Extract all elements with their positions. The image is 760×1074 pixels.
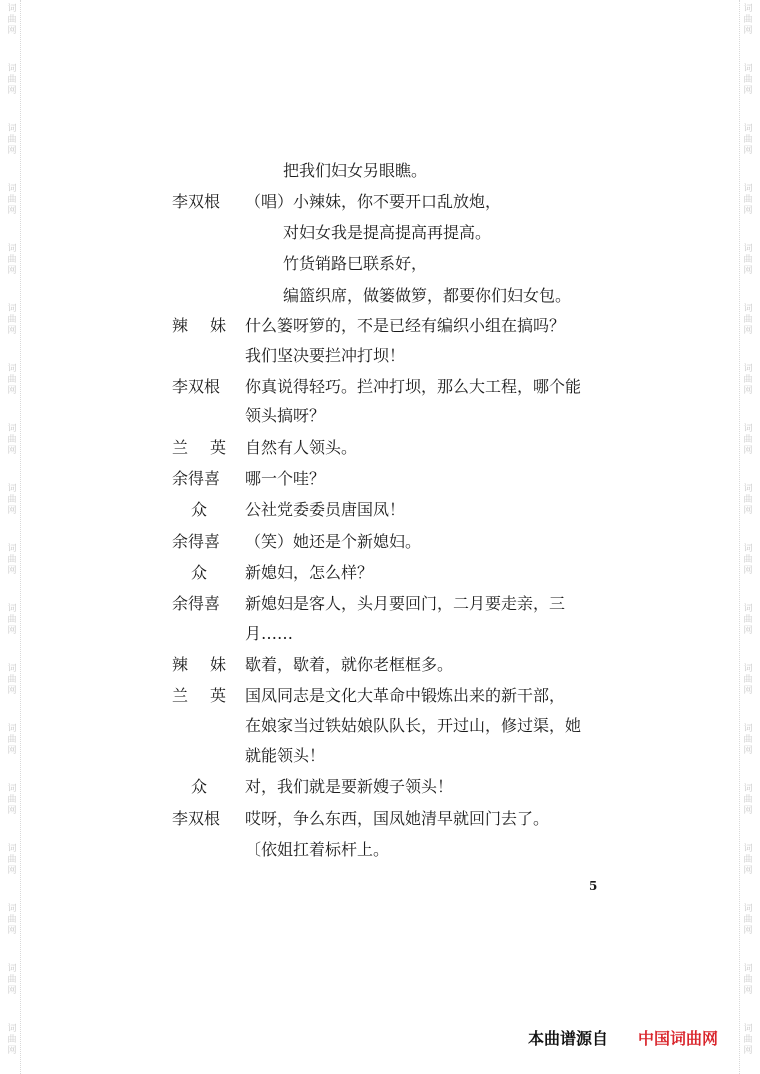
watermark-char: 曲 [7, 15, 17, 25]
watermark-char: 曲 [743, 795, 753, 805]
watermark-char: 曲 [743, 1035, 753, 1045]
script-line: 国凤同志是文化大革命中锻炼出来的新干部， [245, 686, 566, 705]
script-line: 我们坚决要拦冲打坝！ [245, 346, 406, 365]
watermark-char: 网 [7, 146, 17, 156]
watermark-char: 词 [743, 124, 753, 134]
watermark-char: 网 [743, 506, 753, 516]
speaker-name: 辣 妹 [172, 316, 226, 335]
watermark-char: 曲 [7, 495, 17, 505]
watermark-char: 曲 [743, 135, 753, 145]
watermark-char: 曲 [7, 375, 17, 385]
watermark-char: 网 [7, 386, 17, 396]
watermark-char: 词 [743, 844, 753, 854]
script-line: 哎呀，争么东西，国凤她清早就回门去了。 [245, 809, 550, 828]
watermark-char: 网 [7, 806, 17, 816]
watermark-char: 曲 [743, 375, 753, 385]
watermark-char: 词 [743, 364, 753, 374]
watermark-char: 网 [743, 386, 753, 396]
watermark-char: 曲 [743, 195, 753, 205]
watermark-char: 词 [743, 184, 753, 194]
watermark-char: 曲 [7, 675, 17, 685]
watermark-char: 网 [743, 26, 753, 36]
script-line: 什么篓呀箩的，不是已经有编织小组在搞吗？ [245, 316, 566, 335]
script-line: 竹货销路巳联系好， [283, 254, 428, 273]
watermark-char: 网 [743, 266, 753, 276]
watermark-char: 曲 [743, 555, 753, 565]
watermark-char: 网 [7, 626, 17, 636]
watermark-char: 词 [7, 304, 17, 314]
watermark-char: 曲 [743, 15, 753, 25]
script-line: 就能领头！ [245, 746, 326, 765]
watermark-char: 词 [7, 664, 17, 674]
script-line: 对，我们就是要新嫂子领头！ [245, 777, 454, 796]
watermark-char: 词 [743, 424, 753, 434]
watermark-char: 词 [7, 544, 17, 554]
watermark-char: 曲 [7, 255, 17, 265]
watermark-char: 词 [7, 4, 17, 14]
page-number: 5 [589, 879, 598, 893]
watermark-char: 网 [743, 566, 753, 576]
watermark-char: 曲 [7, 735, 17, 745]
watermark-char: 网 [7, 266, 17, 276]
watermark-char: 网 [743, 1046, 753, 1056]
script-line: 你真说得轻巧。拦冲打坝，那么大工程，哪个能 [245, 377, 582, 396]
watermark-char: 网 [7, 1046, 17, 1056]
watermark-char: 曲 [7, 615, 17, 625]
watermark-char: 曲 [743, 735, 753, 745]
watermark-char: 网 [7, 326, 17, 336]
watermark-char: 网 [7, 866, 17, 876]
watermark-char: 词 [743, 604, 753, 614]
watermark-char: 曲 [7, 975, 17, 985]
watermark-char: 词 [743, 4, 753, 14]
watermark-char: 曲 [743, 675, 753, 685]
speaker-name: 李双根 [172, 377, 221, 396]
speaker-name: 余得喜 [172, 469, 221, 488]
watermark-char: 词 [743, 484, 753, 494]
watermark-char: 曲 [7, 855, 17, 865]
script-line: 歇着，歇着，就你老框框多。 [245, 655, 454, 674]
watermark-char: 词 [743, 664, 753, 674]
watermark-char: 网 [743, 866, 753, 876]
watermark-char: 网 [7, 926, 17, 936]
watermark-char: 词 [7, 784, 17, 794]
speaker-name: 众 [190, 563, 207, 582]
watermark-char: 网 [743, 326, 753, 336]
watermark-char: 词 [7, 604, 17, 614]
script-line: 对妇女我是提高提高再提高。 [283, 223, 492, 242]
watermark-char: 网 [743, 86, 753, 96]
watermark-char: 曲 [743, 75, 753, 85]
speaker-name: 众 [190, 777, 207, 796]
speaker-name: 众 [190, 500, 207, 519]
watermark-char: 网 [743, 926, 753, 936]
script-line: 把我们妇女另眼瞧。 [283, 161, 428, 180]
script-line: 新媳妇是客人，头月要回门，二月要走亲，三 [245, 594, 566, 613]
speaker-name: 兰 英 [172, 438, 226, 457]
script-line: 在娘家当过铁姑娘队队长，开过山，修过渠，她 [245, 716, 582, 735]
speaker-name: 李双根 [172, 192, 221, 211]
script-line: 领头搞呀？ [245, 406, 326, 425]
watermark-char: 网 [743, 986, 753, 996]
watermark-char: 曲 [743, 915, 753, 925]
script-line: 编篮织席，做篓做箩，都要你们妇女包。 [283, 286, 572, 305]
script-line: 〔依姐扛着标杆上。 [245, 840, 390, 859]
watermark-char: 词 [743, 784, 753, 794]
watermark-char: 网 [7, 26, 17, 36]
watermark-char: 词 [743, 544, 753, 554]
watermark-char: 曲 [743, 855, 753, 865]
watermark-char: 词 [7, 844, 17, 854]
watermark-char: 词 [743, 724, 753, 734]
watermark-char: 词 [7, 484, 17, 494]
watermark-char: 曲 [743, 315, 753, 325]
watermark-char: 曲 [7, 75, 17, 85]
watermark-char: 网 [743, 446, 753, 456]
script-line: （笑）她还是个新媳妇。 [245, 532, 422, 551]
watermark-char: 曲 [743, 975, 753, 985]
watermark-char: 词 [7, 124, 17, 134]
watermark-char: 词 [743, 1024, 753, 1034]
watermark-char: 曲 [7, 915, 17, 925]
watermark-char: 网 [743, 746, 753, 756]
watermark-char: 词 [743, 964, 753, 974]
script-line: （唱）小辣妹，你不要开口乱放炮， [245, 192, 502, 211]
watermark-char: 词 [743, 304, 753, 314]
watermark-char: 曲 [743, 435, 753, 445]
script-line: 自然有人领头。 [245, 438, 358, 457]
watermark-char: 曲 [7, 315, 17, 325]
watermark-char: 词 [743, 244, 753, 254]
script-line: 新媳妇，怎么样？ [245, 563, 374, 582]
watermark-char: 词 [7, 244, 17, 254]
speaker-name: 辣 妹 [172, 655, 226, 674]
watermark-char: 曲 [7, 795, 17, 805]
watermark-char: 网 [7, 446, 17, 456]
watermark-char: 网 [743, 806, 753, 816]
watermark-char: 词 [7, 724, 17, 734]
watermark-char: 网 [7, 506, 17, 516]
watermark-char: 网 [7, 566, 17, 576]
watermark-char: 曲 [7, 195, 17, 205]
watermark-char: 词 [7, 964, 17, 974]
watermark-char: 曲 [743, 255, 753, 265]
script-line: 月…… [245, 624, 294, 643]
script-line: 哪一个哇？ [245, 469, 326, 488]
watermark-char: 网 [743, 626, 753, 636]
footer-site-name[interactable]: 中国词曲网 [638, 1029, 719, 1048]
watermark-char: 词 [7, 424, 17, 434]
speaker-name: 余得喜 [172, 532, 221, 551]
watermark-char: 曲 [743, 495, 753, 505]
watermark-char: 网 [743, 686, 753, 696]
watermark-char: 词 [7, 184, 17, 194]
watermark-char: 词 [7, 1024, 17, 1034]
watermark-char: 词 [7, 364, 17, 374]
watermark-char: 词 [7, 64, 17, 74]
watermark-char: 曲 [7, 555, 17, 565]
speaker-name: 余得喜 [172, 594, 221, 613]
watermark-char: 词 [743, 64, 753, 74]
watermark-char: 网 [7, 746, 17, 756]
watermark-char: 网 [7, 206, 17, 216]
watermark-char: 曲 [7, 135, 17, 145]
watermark-char: 曲 [743, 615, 753, 625]
watermark-char: 曲 [7, 1035, 17, 1045]
watermark-char: 网 [7, 986, 17, 996]
speaker-name: 李双根 [172, 809, 221, 828]
script-line: 公社党委委员唐国凤！ [245, 500, 406, 519]
watermark-char: 网 [7, 686, 17, 696]
watermark-char: 网 [7, 86, 17, 96]
watermark-char: 网 [743, 146, 753, 156]
watermark-char: 曲 [7, 435, 17, 445]
footer-source-label: 本曲谱源自 [528, 1029, 609, 1048]
watermark-char: 网 [743, 206, 753, 216]
speaker-name: 兰 英 [172, 686, 226, 705]
watermark-char: 词 [7, 904, 17, 914]
watermark-char: 词 [743, 904, 753, 914]
